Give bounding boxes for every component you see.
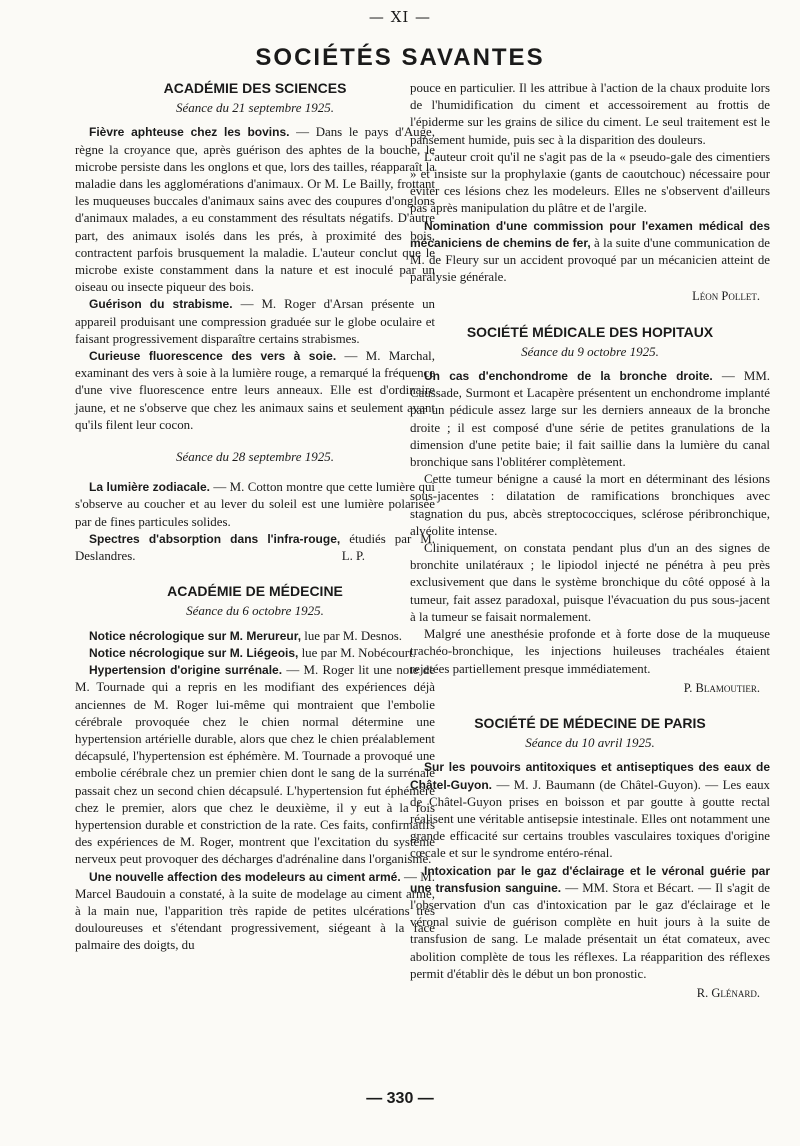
page-title: SOCIÉTÉS SAVANTES (255, 44, 545, 71)
article-heading: Nomination d'une commission pour l'examen médical des mécaniciens de chemins de fer, (410, 218, 770, 250)
signature: L. P. (341, 549, 365, 564)
article-heading: Notice nécrologique sur M. Merureur, (89, 628, 302, 643)
article-vers-a-soie (75, 348, 435, 434)
article-paragraph: Malgré une anesthésie profonde et à forte dose de la muqueuse trachéo-bronchique, les injections huileuses trachéales étaient rejetées partiellement presque immédiatement. (410, 627, 770, 676)
article-lumiere-zodiacale (75, 479, 435, 531)
article-text: — M. Cotton montre que cette lumière qui s'observe au coucher et au lever du soleil est une lumière polarisée par de fines particules solides. (75, 480, 436, 529)
session-date: Séance du 6 octobre 1925. (186, 603, 324, 619)
session-date: Séance du 10 avril 1925. (525, 735, 655, 751)
section-title-societe-medicale-hopitaux: SOCIÉTÉ MÉDICALE DES HOPITAUX (466, 323, 714, 340)
folio-top: — XI — (368, 8, 432, 26)
article-intoxication (410, 863, 770, 983)
article-heading: Fièvre aphteuse chez les bovins. (89, 125, 290, 140)
article-text: — M. J. Baumann (de Châtel-Guyon). — Les eaux de Châtel-Guyon prises en boisson et par goutte à goutte rectal réalisent une véritable antisepsie intestinale. Elles ont notamment une grande efficacité sur certains troubles vasculaires toxiques d'origine cœcale et sur le syndrome entéro-rénal. (410, 777, 770, 861)
article-text: — M. Roger d'Arsan présente un appareil produisant une compression graduée sur le globe oculaire et faisant progressivement disparaître certains strabismes. (75, 297, 435, 346)
article-heading: Hypertension d'origine surrénale. (89, 663, 283, 678)
article-heading: Spectres d'absorption dans l'infra-rouge, (89, 531, 341, 546)
article-text: lue par M. Nobécourt. (298, 645, 416, 660)
article-heading: Intoxication par le gaz d'éclairage et le véronal guérie par une transfusion sanguine. (410, 863, 770, 895)
article-strabisme (75, 296, 435, 348)
article-heading: Sur les pouvoirs antitoxiques et antiseptiques des eaux de Châtel-Guyon. (410, 760, 770, 792)
article-enchondrome (410, 368, 770, 471)
article-continuation: pouce en particulier. Il les attribue à l'action de la chaux produite lors de l'humidification du ciment et accessoirement au frottis de l'épiderme sur les grains de silice du ciment. Le seul traitement est le pansement humide, puis sec à la disparition des douleurs. (410, 81, 770, 147)
session-date: Séance du 21 septembre 1925. (175, 100, 334, 116)
article-text: — MM. Stora et Bécart. — Il s'agit de l'observation d'un cas d'intoxication par le gaz d'éclairage et le véronal suivie de guérison complète en huit jours à la suite de transfusion de sang. Le malade présentait un état comateux, avec abolition complète de tous les réflexes. La réapparition des réflexes permit d'établir dès le début un bon pronostic. (410, 880, 770, 981)
article-text: étudiés par M. Deslandres. (75, 531, 435, 564)
article-paragraph: Cette tumeur bénigne a causé la mort en déterminant des lésions sous-jacentes : dilatation de ramifications bronchiques avec stagnation du pus, abcès streptococciques, sclérose péribronchique, alvéolite intense. (410, 472, 770, 538)
page-number: — 330 — (366, 1090, 434, 1107)
article-fievre-aphteuse (75, 124, 435, 296)
section-title-societe-medecine-paris: SOCIÉTÉ DE MÉDECINE DE PARIS (474, 714, 706, 731)
signature: P. Blamoutier. (683, 680, 760, 695)
session-date: Séance du 28 septembre 1925. (175, 449, 334, 465)
article-heading: Un cas d'enchondrome de la bronche droite. (424, 369, 713, 384)
article-text: — M. Roger lit une note de M. Tournade qui a repris en les modifiant des expériences déjà anciennes de M. Roger lui-même qui montraient que l'embolie cérébrale provoquée chez le chien normal détermine une hypertension artérielle durable, alors que chez le chien préalablement décapsulé, l'hypertension est éphémère. M. Tournade a provoqué une embolie cérébrale chez un premier chien dont le sang de la surrénale passait chez un second chien décapsulé. L'hypertension fut éphémère chez le premier, alors que chez le deuxième, il y eut à la fois hypertension durable et constriction de la rate. Ces faits, confirmatifs des expériences de M. Roger, montrent que l'excitation du système nerveux peut provoquer des décharges d'adrénaline dans l'organisme. (75, 663, 435, 867)
article-text: — Dans le pays d'Auge, règne la croyance que, après guérison des aphtes de la bouche, le microbe persiste dans les onglons et que, lors des tailles, réapparaît la maladie dans les agglomérations d'animaux. Or M. Le Bailly, frottant les muqueuses buccales d'animaux sains avec des coupures d'onglons d'animaux malades, a eu constamment des résultats négatifs. D'autre part, des animaux isolés dans les prés, à proximité des bois, contractent parfois brusquement la maladie. L'auteur conclut que le microbe existe constamment dans la nature et est inoculé par un oiseau ou insecte piqueur des bois. (75, 125, 435, 295)
signature: R. Glénard. (696, 985, 760, 1000)
article-chatel-guyon (410, 759, 770, 862)
article-notice-liegeois (75, 645, 435, 662)
session-date: Séance du 9 octobre 1925. (521, 343, 659, 359)
section-title-academie-sciences: ACADÉMIE DES SCIENCES (163, 80, 347, 96)
article-paragraph: L'auteur croit qu'il ne s'agit pas de la « pseudo-gale des cimentiers » et insiste sur la prophylaxie (gants de caoutchouc) nécessaire pour éviter ces lésions chez les modeleurs. Elles ne s'observent d'ailleurs pas après manipulation du plâtre et de l'argile. (410, 149, 770, 216)
article-text: à la suite d'une communication de M. de Fleury sur un accident provoqué par un mécanicien atteint de paralysie générale. (410, 235, 770, 285)
signature: Léon Pollet. (692, 289, 760, 304)
article-text: lue par M. Desnos. (301, 628, 403, 643)
article-modeleurs (75, 869, 435, 955)
article-text: — M. Marcel Baudouin a constaté, à la suite de modelage au ciment armé, à la main nue, l'apparition très rapide de petites ulcérations très douloureuses et s'étendant progressivement, siégeant à la face palmaire des doigts, du (75, 869, 435, 953)
right-column (410, 80, 770, 1002)
article-paragraph: Cliniquement, on constata pendant plus d'un an des signes de bronchite unilatéraux ; le lipiodol injecté ne pénétra à peu près exclusivement que dans le système bronchique du côté opposé à la tumeur, fait assez paradoxal, puisque l'évacuation du pus sous-jacent à la tumeur se faisait normalement. (410, 541, 770, 624)
article-heading: Curieuse fluorescence des vers à soie. (89, 349, 337, 364)
article-heading: Guérison du strabisme. (89, 297, 233, 312)
article-nomination (410, 218, 770, 287)
article-heading: La lumière zodiacale. (89, 480, 211, 495)
left-column (75, 80, 435, 955)
article-spectres (75, 531, 435, 565)
article-hypertension (75, 662, 435, 868)
article-text: — MM. Caussade, Surmont et Lacapère présentent un enchondrome implanté par un pédicule assez large sur les derniers anneaux de la bronche droite ; il est composé d'une série de petites granulations de la dimension d'une petite baie; il fait saillie dans la lumière du canal bronchique sans l'oblitérer complètement. (410, 369, 770, 470)
article-heading: Notice nécrologique sur M. Liégeois, (89, 645, 299, 660)
article-heading: Une nouvelle affection des modeleurs au ciment armé. (89, 869, 401, 884)
section-title-academie-medecine: ACADÉMIE DE MÉDECINE (167, 583, 343, 600)
article-notice-merureur (75, 628, 435, 645)
article-text: — M. Marchal, examinant des vers à soie à la lumière rouge, a remarqué la fréquence d'une vive fluorescence entre leurs anneaux. Elle est d'ordinaire jaune, et ne s'observe que chez les animaux sains et seulement avant qu'ils filent leur cocon. (75, 349, 435, 432)
